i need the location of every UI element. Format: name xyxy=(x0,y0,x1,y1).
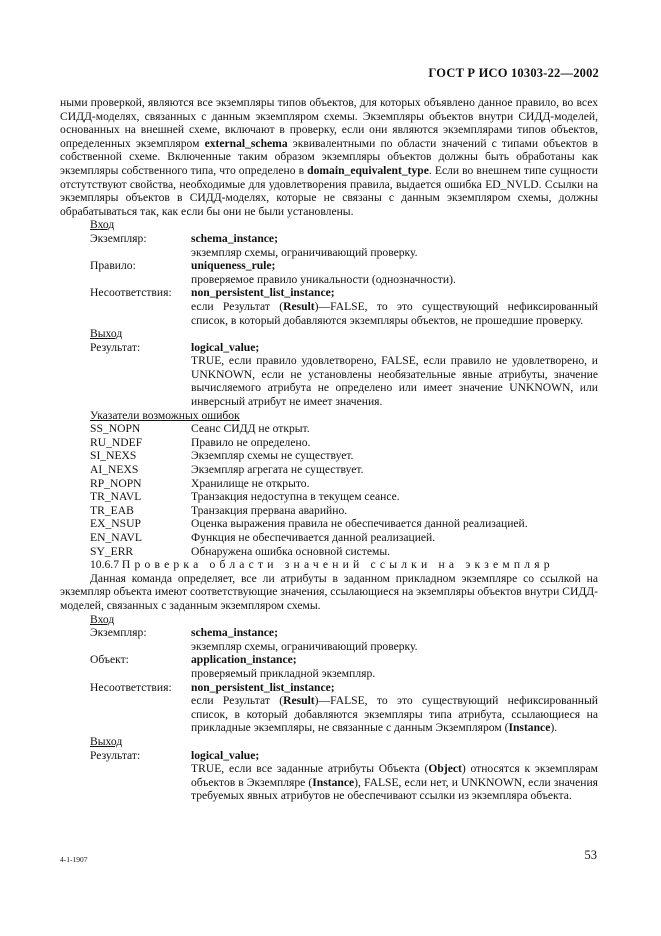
parameter-name: non_persistent_list_instance; xyxy=(191,286,335,300)
parameter-name: logical_value; xyxy=(191,340,260,354)
error-code: SI_NEXS xyxy=(90,449,137,463)
text-run: . Если во внешнем типе сущности отстутствуют свойства, необходимые для удовлетворения правила, выдается ошибка ED_NVLD. Ссылки на экземпляры объектов в СИДД-моделях, которые не связаны с данным экземпляром схемы, должны обрабатываться так, как если бы они не были установлены. xyxy=(60,163,598,218)
text-run: )—FALSE, то это существующий нефиксированный список, в который добавляются экземпляры объектов, не прошедшие проверку. xyxy=(191,299,598,327)
print-code: 4-1-1907 xyxy=(60,855,88,864)
parameter-label: Несоответствия: xyxy=(90,286,172,300)
error-description: Обнаружена ошибка основной системы. xyxy=(191,544,391,558)
parameter-name: non_persistent_list_instance; xyxy=(191,680,335,694)
text-run: )—FALSE, то это существующий нефиксированный список, в который добавляются экземпляры типа атрибута, ссылающиеся на прикладные экземпляры, не связанные с данным Экземпляром ( xyxy=(191,694,598,735)
error-description: Экземпляр схемы не существует. xyxy=(191,449,354,463)
parameter-spacer xyxy=(90,694,191,735)
bold-term: Result xyxy=(283,694,315,708)
parameter-spacer xyxy=(90,667,191,681)
text-run: проверяемое правило уникальности (однозначности). xyxy=(191,272,456,286)
output-heading: Выход xyxy=(90,734,123,748)
error-code: RU_NDEF xyxy=(90,435,143,449)
output-parameters xyxy=(90,749,598,803)
parameter-description xyxy=(191,246,598,260)
bold-term: domain_equivalent_type xyxy=(307,163,429,177)
parameter-label: Правило: xyxy=(90,259,136,273)
section-title: Проверка области значений ссылки на экземпляр xyxy=(121,558,554,572)
parameter-name: schema_instance; xyxy=(191,231,278,245)
parameter-name: schema_instance; xyxy=(191,626,278,640)
input-parameters xyxy=(90,626,598,735)
parameter-label: Экземпляр: xyxy=(90,626,147,640)
text-run: если Результат ( xyxy=(191,299,284,313)
text-run: если Результат ( xyxy=(191,694,284,708)
text-run: TRUE, если все заданные атрибуты Объекта ( xyxy=(191,762,429,776)
input-parameters xyxy=(90,232,598,327)
error-code: EX_NSUP xyxy=(90,517,141,531)
output-parameters xyxy=(90,341,598,409)
error-description: Сеанс СИДД не открыт. xyxy=(191,422,310,436)
parameter-description xyxy=(191,640,598,654)
parameter-spacer xyxy=(90,273,191,287)
parameter-label: Несоответствия: xyxy=(90,680,172,694)
input-heading: Вход xyxy=(90,218,115,232)
text-run: ), FALSE, если нет, и UNKNOWN, если значения требуемых явных атрибутов не обеспечивают ссылки из экземпляра объекта. xyxy=(191,775,598,803)
text-run: ). xyxy=(550,721,558,735)
input-heading: Вход xyxy=(90,612,115,626)
bold-term: Object xyxy=(428,762,462,776)
intro-paragraph xyxy=(60,96,598,218)
parameter-description xyxy=(191,694,598,735)
bold-term: external_schema xyxy=(204,136,288,150)
section-description: Данная команда определяет, все ли атрибуты в заданном прикладном экземпляре со ссылкой на экземпляр объекта имеют соответствующие значения, ссылающиеся на экземпляры объектов внутри СИДД-моделей, связанных с заданным экземпляром схемы. xyxy=(60,571,598,612)
parameter-description xyxy=(191,354,598,408)
error-code: TR_EAB xyxy=(90,503,134,517)
parameter-description xyxy=(191,667,598,681)
text-run: TRUE, если правило удовлетворено, FALSE, если правило не удовлетворено, и UNKNOWN, если не установлены необязательные явные атрибуты, значение вычисляемого атрибута не определено или имеет значение UNKNOWN, или инверсный атрибут не имеет значения. xyxy=(191,354,598,409)
command-block-uniqueness xyxy=(60,218,598,558)
error-description: Правило не определено. xyxy=(191,435,311,449)
error-description: Хранилище не открыто. xyxy=(191,476,310,490)
command-block-reference-domain xyxy=(60,613,598,803)
text-run: ными проверкой, являются все экземпляры типов объектов, для которых объявлено данное правило, во всех СИДД-моделях, связанных с данным экземпляром схемы. Экземпляры объектов внутри СИДД-моделей, основанных на внешней схеме, включают в проверку, если они являются экземплярами типов объектов, определенных экземпляром xyxy=(60,96,598,150)
section-heading xyxy=(60,558,598,572)
parameter-name: uniqueness_rule; xyxy=(191,259,276,273)
error-codes-list xyxy=(90,422,598,558)
error-code: SY_ERR xyxy=(90,544,134,558)
error-description: Оценка выражения правила не обеспечивается данной реализацией. xyxy=(191,517,528,531)
text-run: экземпляр схемы, ограничивающий проверку. xyxy=(191,245,418,259)
parameter-name: application_instance; xyxy=(191,653,297,667)
parameter-label: Результат: xyxy=(90,748,141,762)
error-description: Транзакция прервана аварийно. xyxy=(191,503,348,517)
text-run: эквивалентными по области значений с типами объектов в собственной схеме. Включенные таким образом экземпляры объектов должны быть обработаны как экземпляры собственного типа, что определено в xyxy=(60,136,598,177)
bold-term: Instance xyxy=(508,721,551,735)
error-description: Транзакция недоступна в текущем сеансе. xyxy=(191,490,400,504)
text-run: экземпляр схемы, ограничивающий проверку. xyxy=(191,639,418,653)
error-description: Функция не обеспечивается данной реализацией. xyxy=(191,531,436,544)
errors-heading: Указатели возможных ошибок xyxy=(90,408,240,422)
error-code: TR_NAVL xyxy=(90,490,142,504)
error-code: RP_NOPN xyxy=(90,476,142,490)
parameter-description xyxy=(191,762,598,803)
parameter-description xyxy=(191,300,598,327)
parameter-spacer xyxy=(90,762,191,803)
document-code-header: ГОСТ Р ИСО 10303-22—2002 xyxy=(428,66,599,80)
parameter-spacer xyxy=(90,300,191,327)
parameter-name: logical_value; xyxy=(191,748,260,762)
parameter-spacer xyxy=(90,354,191,408)
parameter-spacer xyxy=(90,640,191,654)
page-content xyxy=(60,96,598,803)
parameter-description xyxy=(191,273,598,287)
parameter-spacer xyxy=(90,246,191,260)
parameter-label: Объект: xyxy=(90,653,129,667)
bold-term: Result xyxy=(283,299,315,313)
parameter-label: Экземпляр: xyxy=(90,231,147,245)
bold-term: Instance xyxy=(312,775,355,789)
error-description: Экземпляр агрегата не существует. xyxy=(191,463,364,477)
error-code: EN_NAVL xyxy=(90,531,142,544)
section-number: 10.6.7 xyxy=(90,558,119,572)
text-run: проверяемый прикладной экземпляр. xyxy=(191,666,376,680)
output-heading: Выход xyxy=(90,327,123,341)
parameter-label: Результат: xyxy=(90,340,141,354)
error-code: AI_NEXS xyxy=(90,463,139,477)
error-code: SS_NOPN xyxy=(90,422,141,436)
text-run: ) относятся к экземплярам объектов в Экземпляре ( xyxy=(191,762,598,789)
page-number: 53 xyxy=(584,848,597,862)
